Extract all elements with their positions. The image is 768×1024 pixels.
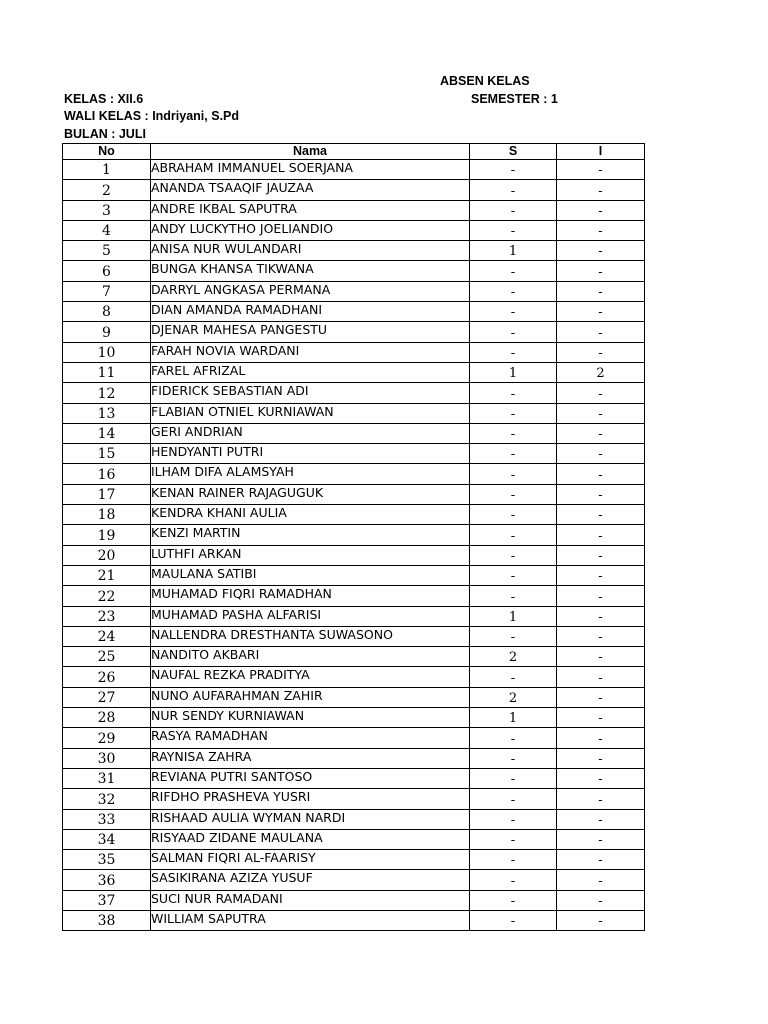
- student-name-cell: FLABIAN OTNIEL KURNIAWAN: [151, 403, 470, 423]
- row-number-cell: 18: [63, 505, 151, 525]
- sakit-count-cell: -: [470, 667, 557, 687]
- izin-count-cell: -: [557, 444, 645, 464]
- row-number-cell: 32: [63, 789, 151, 809]
- row-number-cell: 37: [63, 890, 151, 910]
- student-name-cell: ABRAHAM IMMANUEL SOERJANA: [151, 160, 470, 180]
- student-name-cell: MUHAMAD FIQRI RAMADHAN: [151, 586, 470, 606]
- student-name-cell: HENDYANTI PUTRI: [151, 444, 470, 464]
- table-row: [63, 200, 645, 220]
- row-number-cell: 5: [63, 241, 151, 261]
- row-number-cell: 11: [63, 362, 151, 382]
- izin-count-cell: -: [557, 322, 645, 342]
- row-number-cell: 30: [63, 748, 151, 768]
- student-name-cell: RISHAAD AULIA WYMAN NARDI: [151, 809, 470, 829]
- sakit-count-cell: -: [470, 383, 557, 403]
- sakit-count-cell: -: [470, 870, 557, 890]
- student-name-cell: SUCI NUR RAMADANI: [151, 890, 470, 910]
- izin-count-cell: -: [557, 829, 645, 849]
- row-number-cell: 10: [63, 342, 151, 362]
- homeroom-teacher-label: WALI KELAS : Indriyani, S.Pd: [64, 109, 240, 123]
- izin-count-cell: -: [557, 768, 645, 788]
- table-row: [63, 383, 645, 403]
- sakit-count-cell: -: [470, 626, 557, 646]
- table-row: [63, 505, 645, 525]
- izin-count-cell: -: [557, 606, 645, 626]
- row-number-cell: 3: [63, 200, 151, 220]
- row-number-cell: 4: [63, 220, 151, 240]
- row-number-cell: 12: [63, 383, 151, 403]
- table-row: [63, 423, 645, 443]
- izin-count-cell: 2: [557, 362, 645, 382]
- sakit-count-cell: -: [470, 464, 557, 484]
- student-name-cell: NUNO AUFARAHMAN ZAHIR: [151, 687, 470, 707]
- izin-count-cell: -: [557, 545, 645, 565]
- student-name-cell: KENAN RAINER RAJAGUGUK: [151, 484, 470, 504]
- row-number-cell: 24: [63, 626, 151, 646]
- table-row: [63, 870, 645, 890]
- sakit-count-cell: -: [470, 890, 557, 910]
- izin-count-cell: -: [557, 565, 645, 585]
- sakit-count-cell: -: [470, 322, 557, 342]
- table-row: [63, 403, 645, 423]
- table-row: [63, 687, 645, 707]
- izin-count-cell: -: [557, 505, 645, 525]
- izin-count-cell: -: [557, 281, 645, 301]
- student-name-cell: REVIANA PUTRI SANTOSO: [151, 768, 470, 788]
- table-row: [63, 606, 645, 626]
- student-name-cell: ANISA NUR WULANDARI: [151, 241, 470, 261]
- student-name-cell: FAREL AFRIZAL: [151, 362, 470, 382]
- class-label: KELAS : XII.6: [64, 92, 144, 106]
- table-row: [63, 464, 645, 484]
- table-row: [63, 241, 645, 261]
- student-name-cell: NUR SENDY KURNIAWAN: [151, 708, 470, 728]
- izin-count-cell: -: [557, 687, 645, 707]
- sakit-count-cell: 2: [470, 687, 557, 707]
- izin-count-cell: -: [557, 484, 645, 504]
- student-name-cell: SALMAN FIQRI AL-FAARISY: [151, 850, 470, 870]
- izin-count-cell: -: [557, 626, 645, 646]
- table-row: [63, 261, 645, 281]
- table-row: [63, 525, 645, 545]
- student-name-cell: RASYA RAMADHAN: [151, 728, 470, 748]
- sakit-count-cell: -: [470, 403, 557, 423]
- sakit-count-cell: -: [470, 545, 557, 565]
- row-number-cell: 14: [63, 423, 151, 443]
- table-row: [63, 829, 645, 849]
- izin-count-cell: -: [557, 525, 645, 545]
- row-number-cell: 6: [63, 261, 151, 281]
- table-row: [63, 484, 645, 504]
- table-row: [63, 322, 645, 342]
- student-name-cell: DJENAR MAHESA PANGESTU: [151, 322, 470, 342]
- column-header-no: No: [63, 144, 151, 160]
- izin-count-cell: -: [557, 789, 645, 809]
- row-number-cell: 2: [63, 180, 151, 200]
- izin-count-cell: -: [557, 667, 645, 687]
- table-row: [63, 850, 645, 870]
- row-number-cell: 33: [63, 809, 151, 829]
- student-name-cell: WILLIAM SAPUTRA: [151, 910, 470, 930]
- table-row: [63, 545, 645, 565]
- table-row: [63, 647, 645, 667]
- student-name-cell: SASIKIRANA AZIZA YUSUF: [151, 870, 470, 890]
- izin-count-cell: -: [557, 403, 645, 423]
- row-number-cell: 23: [63, 606, 151, 626]
- row-number-cell: 17: [63, 484, 151, 504]
- table-row: [63, 626, 645, 646]
- row-number-cell: 19: [63, 525, 151, 545]
- student-name-cell: MAULANA SATIBI: [151, 565, 470, 585]
- student-name-cell: ANANDA TSAAQIF JAUZAA: [151, 180, 470, 200]
- table-row: [63, 220, 645, 240]
- table-body: [63, 160, 645, 931]
- izin-count-cell: -: [557, 708, 645, 728]
- table-row: [63, 180, 645, 200]
- sakit-count-cell: -: [470, 484, 557, 504]
- sakit-count-cell: 2: [470, 647, 557, 667]
- sakit-count-cell: -: [470, 910, 557, 930]
- row-number-cell: 21: [63, 565, 151, 585]
- sakit-count-cell: -: [470, 180, 557, 200]
- column-header-nama: Nama: [151, 144, 470, 160]
- row-number-cell: 31: [63, 768, 151, 788]
- row-number-cell: 34: [63, 829, 151, 849]
- izin-count-cell: -: [557, 423, 645, 443]
- sakit-count-cell: -: [470, 829, 557, 849]
- izin-count-cell: -: [557, 870, 645, 890]
- sakit-count-cell: 1: [470, 241, 557, 261]
- student-name-cell: LUTHFI ARKAN: [151, 545, 470, 565]
- izin-count-cell: -: [557, 200, 645, 220]
- table-header-row: [63, 144, 645, 160]
- row-number-cell: 7: [63, 281, 151, 301]
- row-number-cell: 20: [63, 545, 151, 565]
- izin-count-cell: -: [557, 728, 645, 748]
- table-row: [63, 748, 645, 768]
- izin-count-cell: -: [557, 464, 645, 484]
- row-number-cell: 36: [63, 870, 151, 890]
- table-row: [63, 809, 645, 829]
- izin-count-cell: -: [557, 220, 645, 240]
- column-header-i: I: [557, 144, 645, 160]
- student-name-cell: RISYAAD ZIDANE MAULANA: [151, 829, 470, 849]
- izin-count-cell: -: [557, 647, 645, 667]
- student-name-cell: NANDITO AKBARI: [151, 647, 470, 667]
- row-number-cell: 38: [63, 910, 151, 930]
- student-name-cell: ILHAM DIFA ALAMSYAH: [151, 464, 470, 484]
- sakit-count-cell: -: [470, 850, 557, 870]
- sakit-count-cell: -: [470, 220, 557, 240]
- student-name-cell: NALLENDRA DRESTHANTA SUWASONO: [151, 626, 470, 646]
- student-name-cell: FARAH NOVIA WARDANI: [151, 342, 470, 362]
- izin-count-cell: -: [557, 180, 645, 200]
- table-row: [63, 444, 645, 464]
- izin-count-cell: -: [557, 342, 645, 362]
- semester-label: SEMESTER : 1: [471, 92, 558, 106]
- sakit-count-cell: -: [470, 586, 557, 606]
- izin-count-cell: -: [557, 586, 645, 606]
- row-number-cell: 27: [63, 687, 151, 707]
- row-number-cell: 15: [63, 444, 151, 464]
- student-name-cell: DARRYL ANGKASA PERMANA: [151, 281, 470, 301]
- sakit-count-cell: -: [470, 748, 557, 768]
- row-number-cell: 35: [63, 850, 151, 870]
- row-number-cell: 25: [63, 647, 151, 667]
- document-title: ABSEN KELAS: [440, 74, 530, 88]
- row-number-cell: 28: [63, 708, 151, 728]
- sakit-count-cell: -: [470, 281, 557, 301]
- sakit-count-cell: 1: [470, 362, 557, 382]
- student-name-cell: KENDRA KHANI AULIA: [151, 505, 470, 525]
- izin-count-cell: -: [557, 748, 645, 768]
- student-name-cell: RAYNISA ZAHRA: [151, 748, 470, 768]
- izin-count-cell: -: [557, 261, 645, 281]
- sakit-count-cell: -: [470, 342, 557, 362]
- table-row: [63, 667, 645, 687]
- table-row: [63, 565, 645, 585]
- table-row: [63, 768, 645, 788]
- row-number-cell: 16: [63, 464, 151, 484]
- sakit-count-cell: 1: [470, 606, 557, 626]
- sakit-count-cell: -: [470, 505, 557, 525]
- row-number-cell: 8: [63, 302, 151, 322]
- sakit-count-cell: -: [470, 302, 557, 322]
- table-row: [63, 302, 645, 322]
- sakit-count-cell: -: [470, 525, 557, 545]
- table-row: [63, 728, 645, 748]
- student-name-cell: ANDY LUCKYTHO JOELIANDIO: [151, 220, 470, 240]
- student-name-cell: MUHAMAD PASHA ALFARISI: [151, 606, 470, 626]
- table-row: [63, 708, 645, 728]
- table-row: [63, 789, 645, 809]
- table-row: [63, 910, 645, 930]
- row-number-cell: 13: [63, 403, 151, 423]
- sakit-count-cell: -: [470, 423, 557, 443]
- sakit-count-cell: -: [470, 200, 557, 220]
- row-number-cell: 1: [63, 160, 151, 180]
- row-number-cell: 22: [63, 586, 151, 606]
- izin-count-cell: -: [557, 302, 645, 322]
- sakit-count-cell: -: [470, 261, 557, 281]
- table-row: [63, 160, 645, 180]
- row-number-cell: 29: [63, 728, 151, 748]
- student-name-cell: GERI ANDRIAN: [151, 423, 470, 443]
- table-row: [63, 890, 645, 910]
- table-row: [63, 362, 645, 382]
- sakit-count-cell: -: [470, 444, 557, 464]
- student-name-cell: DIAN AMANDA RAMADHANI: [151, 302, 470, 322]
- sakit-count-cell: -: [470, 768, 557, 788]
- sakit-count-cell: 1: [470, 708, 557, 728]
- sakit-count-cell: -: [470, 809, 557, 829]
- student-name-cell: ANDRE IKBAL SAPUTRA: [151, 200, 470, 220]
- sakit-count-cell: -: [470, 565, 557, 585]
- row-number-cell: 9: [63, 322, 151, 342]
- student-name-cell: KENZI MARTIN: [151, 525, 470, 545]
- izin-count-cell: -: [557, 890, 645, 910]
- izin-count-cell: -: [557, 160, 645, 180]
- attendance-table: [62, 143, 645, 931]
- student-name-cell: FIDERICK SEBASTIAN ADI: [151, 383, 470, 403]
- column-header-s: S: [470, 144, 557, 160]
- table-row: [63, 281, 645, 301]
- izin-count-cell: -: [557, 910, 645, 930]
- student-name-cell: NAUFAL REZKA PRADITYA: [151, 667, 470, 687]
- sakit-count-cell: -: [470, 789, 557, 809]
- sakit-count-cell: -: [470, 728, 557, 748]
- month-label: BULAN : JULI: [64, 127, 146, 141]
- sakit-count-cell: -: [470, 160, 557, 180]
- izin-count-cell: -: [557, 850, 645, 870]
- table-row: [63, 586, 645, 606]
- row-number-cell: 26: [63, 667, 151, 687]
- izin-count-cell: -: [557, 383, 645, 403]
- student-name-cell: RIFDHO PRASHEVA YUSRI: [151, 789, 470, 809]
- student-name-cell: BUNGA KHANSA TIKWANA: [151, 261, 470, 281]
- izin-count-cell: -: [557, 241, 645, 261]
- table-row: [63, 342, 645, 362]
- izin-count-cell: -: [557, 809, 645, 829]
